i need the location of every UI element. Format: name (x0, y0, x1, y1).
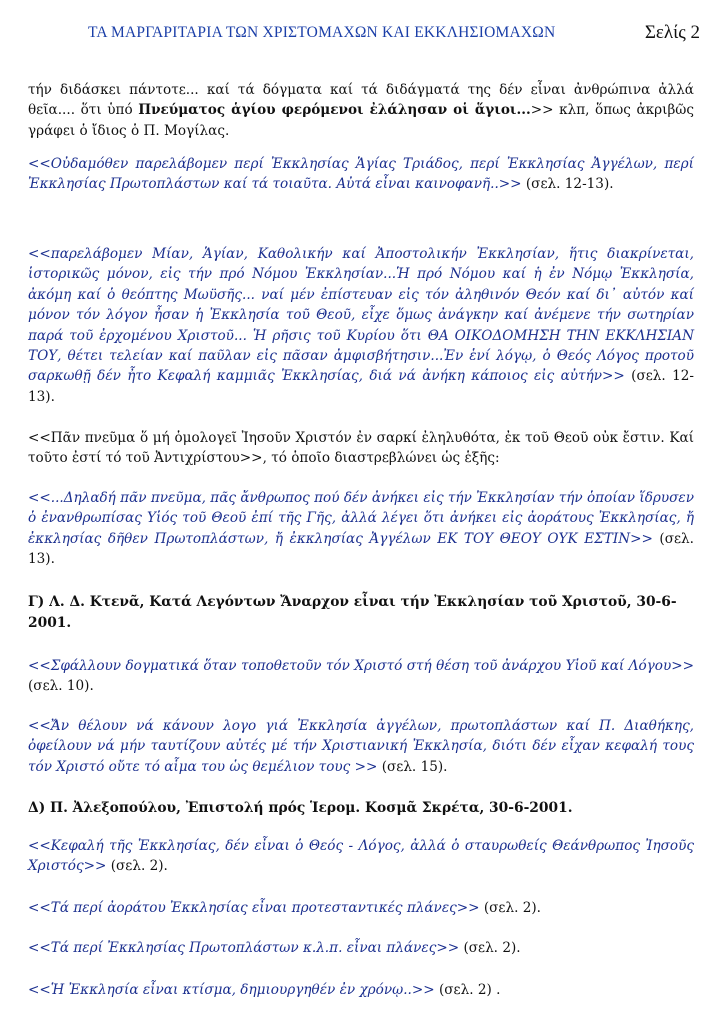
page-reference: (σελ. 10). (28, 678, 94, 695)
page-reference: (σελ. 12-13). (521, 176, 614, 193)
quote-block-5 (28, 716, 694, 777)
quote-block-8 (28, 938, 694, 958)
paragraph-continuation (28, 80, 694, 141)
quote-text: <<Τά περί Ἐκκλησίας Πρωτοπλάστων κ.λ.π. εἶναι πλάνες>> (28, 940, 460, 956)
page-number: Σελίς 2 (644, 22, 700, 43)
page-reference: (σελ. 2). (106, 858, 168, 875)
paragraph-text: <<Πᾶν πνεῦμα ὅ μή ὁμολογεῖ Ἰησοῦν Χριστόν ἐν σαρκί ἐληλυθότα, ἐκ τοῦ Θεοῦ οὐκ ἔστιν. Καί τοῦτο ἐστί τό τοῦ Ἀντιχρίστου>>, τό ὁποῖο διαστρεβλώνει ὡς ἑξῆς: (28, 430, 694, 467)
quote-text: <<Κεφαλή τῆς Ἐκκλησίας, δέν εἶναι ὁ Θεός - Λόγος, ἀλλά ὁ σταυρωθείς Θεάνθρωπος Ἰησοῦς Χριστός>> (28, 838, 694, 875)
paragraph-text-a: τήν διδάσκει πάντοτε... καί τά δόγματα καί τά διδάγματά της δέν εἶναι ἀνθρώπινα ἀλλά θεῖα.... ὅτι ὑπό (28, 82, 694, 119)
quote-block-4 (28, 656, 694, 697)
quote-text: <<Οὐδαμόθεν παρελάβομεν περί Ἐκκλησίας Ἁγίας Τριάδος, περί Ἐκκλησίας Ἀγγέλων, περί Ἐκκλησίας Πρωτοπλάστων καί τά τοιαῦτα. Αὐτά εἶναι καινοφανῆ..>> (28, 156, 694, 193)
quote-text: <<παρελάβομεν Μίαν, Ἁγίαν, Καθολικήν καί Ἀποστολικήν Ἐκκλησίαν, ἥτις διακρίνεται, ἱστορικῶς μόνον, εἰς τήν πρό Νόμου Ἐκκλησίαν...Ἡ πρό Νόμου καί ἡ ἐν Νόμῳ Ἐκκλησία, ἀκόμη καί ὁ θεόπτης Μωϋσῆς... ναί μέν ἐπίστευαν εἰς τόν ἀληθινόν Θεόν καί δι᾽ αὐτόν καί μόνον τόν λόγον ἦσαν ἡ Ἐκκλησία τοῦ Θεοῦ, εἶχε ὅμως ἀνάγκην καί ἀνέμενε τήν σωτηρίαν παρά τοῦ ἐρχομένου Χριστοῦ... Ἡ ρῆσις τοῦ Κυρίου ὅτι ΘΑ ΟΙΚΟΔΟΜΗΣΗ ΤΗΝ ΕΚΚΛΗΣΙΑΝ ΤΟΥ, θέτει τελείαν καί παῦλαν εἰς πᾶσαν ἀμφισβήτησιν...Ἐν ἑνί λόγῳ, ὁ Θεός Λόγος προτοῦ σαρκωθῇ δέν ἦτο Κεφαλή καμμιᾶς Ἐκκλησίας, διά νά ἀνήκη κάποιος εἰς αὐτήν>> (28, 246, 694, 385)
quote-text: <<Ἄν θέλουν νά κάνουν λογο γιά Ἐκκλησία ἀγγέλων, πρωτοπλάστων καί Π. Διαθήκης, ὀφείλουν νά μήν ταυτίζουν αὐτές μέ τήν Χριστιανική Ἐκκλησία, διότι δέν εἶχαν κεφαλή τους τόν Χριστό οὔτε τό αἷμα του ὡς θεμέλιον τους >> (28, 718, 694, 775)
page-reference: (σελ. 12-13). (28, 368, 694, 405)
quote-text: <<...Δηλαδή πᾶν πνεῦμα, πᾶς ἄνθρωπος πού δέν ἀνήκει εἰς τήν Ἐκκλησίαν τήν ὁποίαν ἵδρυσεν ὁ ἐνανθρωπίσας Υἱός τοῦ Θεοῦ ἐπί τῆς Γῆς, ἀλλά λέγει ὅτι ἀνήκει εἰς ἀοράτους Ἐκκλησίας, ἤ ἐκκλησίας δῆθεν Πρωτοπλάστων, ἤ ἐκκλησίας Ἀγγέλων ΕΚ ΤΟΥ ΘΕΟΥ ΟΥΚ ΕΣΤΙΝ>> (28, 490, 694, 547)
section-heading-d: Δ) Π. Ἀλεξοπούλου, Ἐπιστολή πρός Ἱερομ. Κοσμᾶ Σκρέτα, 30-6-2001. (28, 800, 573, 816)
quote-block-3 (28, 488, 694, 570)
paragraph-scripture (28, 428, 694, 469)
quote-block-2 (28, 244, 694, 407)
page-reference: (σελ. 15). (377, 758, 448, 775)
page-reference: (σελ. 2) . (434, 982, 501, 998)
paragraph-text-c: >> κλπ, ὅπως ἀκριβῶς γράφει ὁ ἴδιος ὁ Π. Μογίλας. (28, 102, 695, 139)
quote-text: <<Τά περί ἀοράτου Ἐκκλησίας εἶναι προτεσταντικές πλάνες>> (28, 900, 480, 916)
page-header (60, 22, 700, 48)
page-reference: (σελ. 13). (28, 530, 694, 568)
page-reference: (σελ. 2). (459, 940, 521, 956)
quote-block-7 (28, 898, 694, 918)
section-heading-c: Γ) Λ. Δ. Κτενᾶ, Κατά Λεγόντων Ἄναρχον εἶναι τήν Ἐκκλησίαν τοῦ Χριστοῦ, 30-6-2001. (28, 594, 677, 631)
quote-text: <<Ἡ Ἐκκλησία εἶναι κτίσμα, δημιουργηθέν ἐν χρόνῳ..>> (28, 982, 435, 998)
page-reference: (σελ. 2). (479, 900, 541, 916)
quote-block-6 (28, 836, 694, 877)
quote-text: <<Σφάλλουν δογματικά ὅταν τοποθετοῦν τόν Χριστό στή θέση τοῦ ἀνάρχου Υἱοῦ καί Λόγου>> (28, 658, 694, 674)
running-title: ΤΑ ΜΑΡΓΑΡΙΤΑΡΙΑ ΤΩΝ ΧΡΙΣΤΟΜΑΧΩΝ ΚΑΙ ΕΚΚΛΗΣΙΟΜΑΧΩΝ (88, 24, 556, 41)
quote-block-1 (28, 154, 694, 195)
paragraph-text-bold: Πνεύματος ἁγίου φερόμενοι ἐλάλησαν οἱ ἅγιοι... (138, 102, 531, 119)
quote-block-9 (28, 980, 694, 1000)
